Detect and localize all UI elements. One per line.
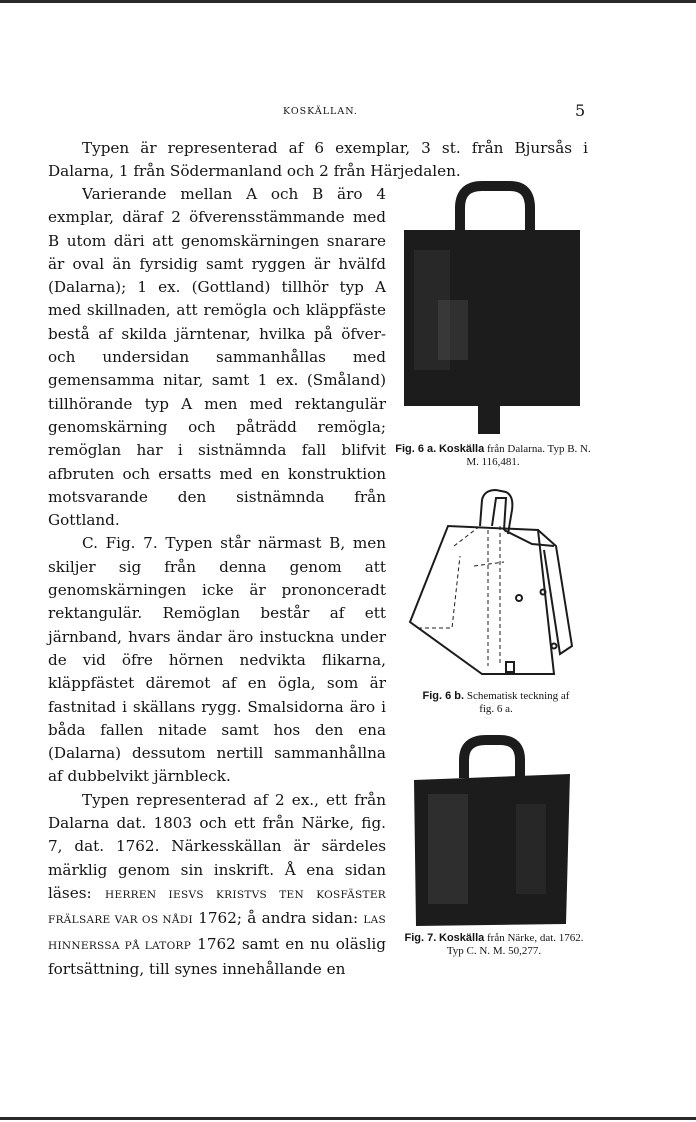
figure-6a-photo: [398, 180, 584, 442]
figure-7-photo: [406, 734, 578, 930]
figure-6b-caption: [414, 690, 578, 716]
figure-6a-caption: [394, 443, 592, 469]
figure-7-caption: [398, 932, 590, 958]
intro-paragraph: Typen är representerad af 6 exemplar, 3 st. från Bjursås i Dalarna, 1 från Södermanland och 2 från Härjedalen.: [48, 139, 588, 181]
figure-6b-caption-text: Schematisk teckning af fig. 6 a.: [466, 690, 570, 715]
paragraph-4: [48, 789, 386, 981]
inscription-1: HERREN IESVS KRISTVS TEN KOSFÄSTER FRÄLSARE VAR OS NÅDI: [48, 888, 386, 927]
figure-6a-caption-text: från Dalarna. Typ B. N. M. 116,481.: [466, 443, 591, 468]
figure-6a-caption-bold: Koskälla: [438, 443, 485, 455]
figure-6a-label: Fig. 6 a.: [395, 443, 437, 455]
figure-6b-drawing: [404, 486, 580, 682]
figure-7-caption-text: från Närke, dat. 1762. Typ C. N. M. 50,277.: [446, 932, 584, 957]
bottom-rule: [0, 1117, 696, 1120]
figure-7-caption-bold: Koskälla: [439, 932, 485, 944]
page-number: 5: [575, 101, 586, 120]
running-title: KOSKÄLLAN.: [283, 106, 358, 117]
figure-6b-label: Fig. 6 b.: [422, 690, 465, 702]
figure-7-label: Fig. 7.: [404, 932, 437, 944]
paragraph-4-start: Typen representerad af 2 ex., ett från Dalarna dat. 1803 och ett från Närke, fig. 7, dat. 1762. Närkesskällan är särdeles märklig genom sin inskrift. Å ena sidan läses:: [48, 790, 386, 902]
inscription-2: LAS HINNERSSA PÅ LATORP: [48, 914, 387, 952]
paragraph-2: Varierande mellan A och B äro 4 exmplar, däraf 2 öfverensstämmande med B utom däri att genomskärningen snarare är oval än fyrsidig samt ryggen är hvälfd (Dalarna); 1 ex. (Gottland) tillhör typ A med skillnaden, att remögla och kläppfäste bestå af skilda järntenar, hvilka på öfver- och undersidan sammanhållas med gemensamma nitar, samt 1 ex. (Småland) tillhörande typ A men med rektangulär genomskärning och påträdd remögla; remöglan har i sistnämnda fall blifvit afbruten och ersatts med en konstruktion motsvarande den sistnämnda från Gottland.: [48, 185, 386, 530]
inscription-1-year: 1762; å andra sidan:: [198, 909, 359, 928]
paragraph-4-end: 1762 samt en nu oläslig fortsättning, till synes innehållande en: [48, 934, 387, 978]
intro-text: [48, 137, 588, 184]
paragraph-3: C. Fig. 7. Typen står närmast B, men skiljer sig från denna genom att genomskärningen icke är prononceradt rektangulär. Remöglan består af ett järnband, hvars ändar äro instuckna under de vid öfre hörnen nedvikta flikarna, kläppfästet däremot af en ögla, som är fastnitad i skällans rygg. Smalsidorna äro i båda fallen nitade samt hos den ena (Dalarna) dessutom nertill sammanhållna af dubbelvikt järnbleck.: [48, 534, 386, 786]
main-column: [48, 183, 386, 981]
top-rule: [0, 0, 696, 3]
